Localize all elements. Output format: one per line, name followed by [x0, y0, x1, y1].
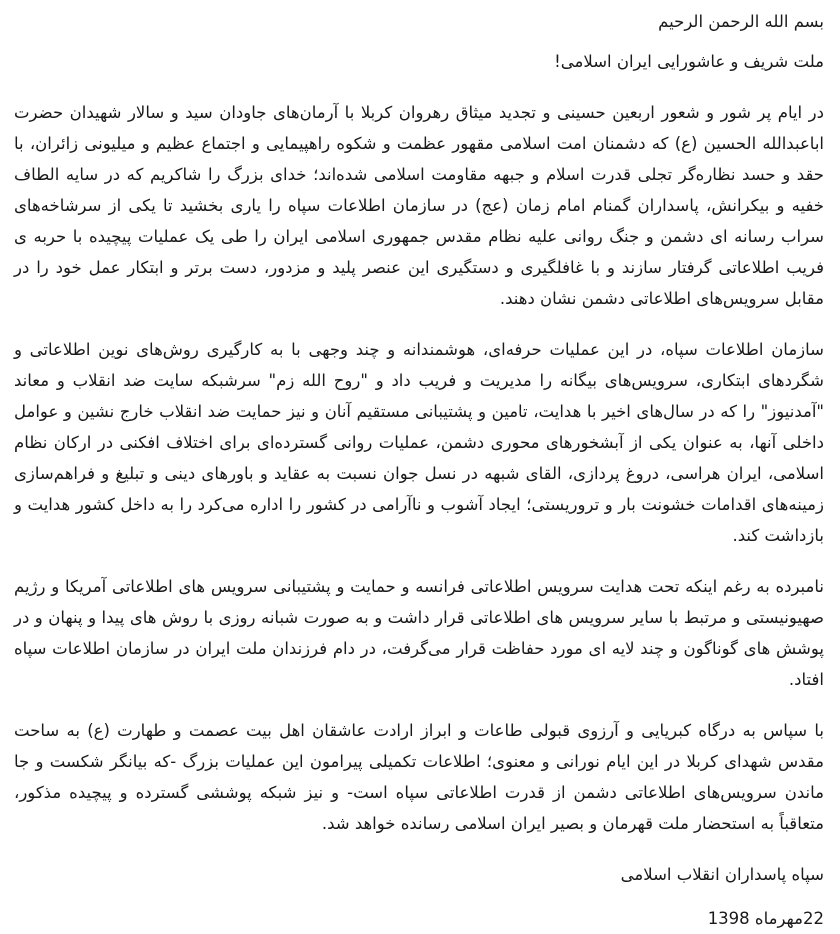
paragraph-4: با سپاس به درگاه کبریایی و آرزوی قبولی طاعات و ابراز ارادت عاشقان اهل بیت عصمت و طهارت (ع) به ساحت مقدس شهدای کربلا در این ایام نورانی و معنوی؛ اطلاعات تکمیلی پیرامون این عملیات بزرگ -که بیانگر شکست و جا ماندن سرویس‌های اطلاعاتی دشمن از قدرت اطلاعاتی سپاه است- و نیز شبکه پوششی گسترده و پیچیده مذکور، متعاقباً به استحضار ملت قهرمان و بصیر ایران اسلامی رسانده خواهد شد.	[14, 721, 824, 833]
paragraph-1: در ایام پر شور و شعور اربعین حسینی و تجدید میثاق رهروان کربلا با آرمان‌های جاودان سید و سالار شهیدان حضرت اباعبدالله الحسین (ع) که دشمنان امت اسلامی مقهور عظمت و شکوه راهپیمایی و اجتماع عظیم و میلیونی زائران، با حقد و حسد نظاره‌گر تجلی قدرت اسلام و جبهه مقاومت اسلامی شده‌اند؛ خدای بزرگ را شاکریم که در سایه الطاف خفیه و بیکرانش، پاسداران گمنام امام زمان (عج) در سازمان اطلاعات سپاه را یاری بخشید تا یکی از سرشاخه‌های سراب رسانه ای دشمن و جنگ روانی علیه نظام مقدس جمهوری اسلامی ایران را طی یک عملیات پیچیده با حربه ی فریب اطلاعاتی گرفتار سازند و با غافلگیری و دستگیری این عنصر پلید و مزدور، دست برتر و ابتکار عمل خود را در مقابل سرویس‌های اطلاعاتی دشمن نشان دهند.	[14, 103, 824, 308]
signature-line: سپاه پاسداران انقلاب اسلامی	[620, 865, 824, 884]
paragraph-2: سازمان اطلاعات سپاه، در این عملیات حرفه‌ای، هوشمندانه و چند وجهی با به کارگیری روش‌های نوین اطلاعاتی و شگردهای ابتکاری، سرویس‌های بیگانه را مدیریت و فریب داد و "روح الله زم" سرشبکه سایت ضد انقلاب و معاند "آمدنیوز" را که در سال‌های اخیر با هدایت، تامین و پشتیبانی مستقیم آنان و نیز حمایت ضد انقلاب خارج نشین و عوامل داخلی آنها، به عنوان یکی از آبشخورهای محوری دشمن، عملیات روانی گسترده‌ای برای اختلاف افکنی در ارکان نظام اسلامی، ایران هراسی، دروغ پردازی، القای شبهه در نسل جوان نسبت به عقاید و باورهای دینی و تبلیغ و فراهم‌سازی زمینه‌های اقدامات خشونت بار و تروریستی؛ ایجاد آشوب و ناآرامی در کشور را اداره می‌کرد را به داخل کشور هدایت و بازداشت کند.	[14, 340, 824, 545]
paragraph-3: نامبرده به رغم اینکه تحت هدایت سرویس اطلاعاتی فرانسه و حمایت و پشتیبانی سرویس های اطلاعاتی آمریکا و رژیم صهیونیستی و مرتبط با سایر سرویس های اطلاعاتی قرار داشت و به صورت شبانه روزی با روش های پیدا و پنهان و در پوشش های گوناگون و چند لایه ای مورد حفاظت قرار می‌گرفت، در دام فرزندان ملت ایران در سازمان اطلاعات سپاه افتاد.	[14, 577, 824, 689]
greeting-line: ملت شریف و عاشورایی ایران اسلامی!	[554, 52, 824, 71]
date-line: 22مهرماه 1398	[707, 909, 824, 928]
basmala-heading: بسم الله الرحمن الرحیم	[658, 12, 824, 31]
